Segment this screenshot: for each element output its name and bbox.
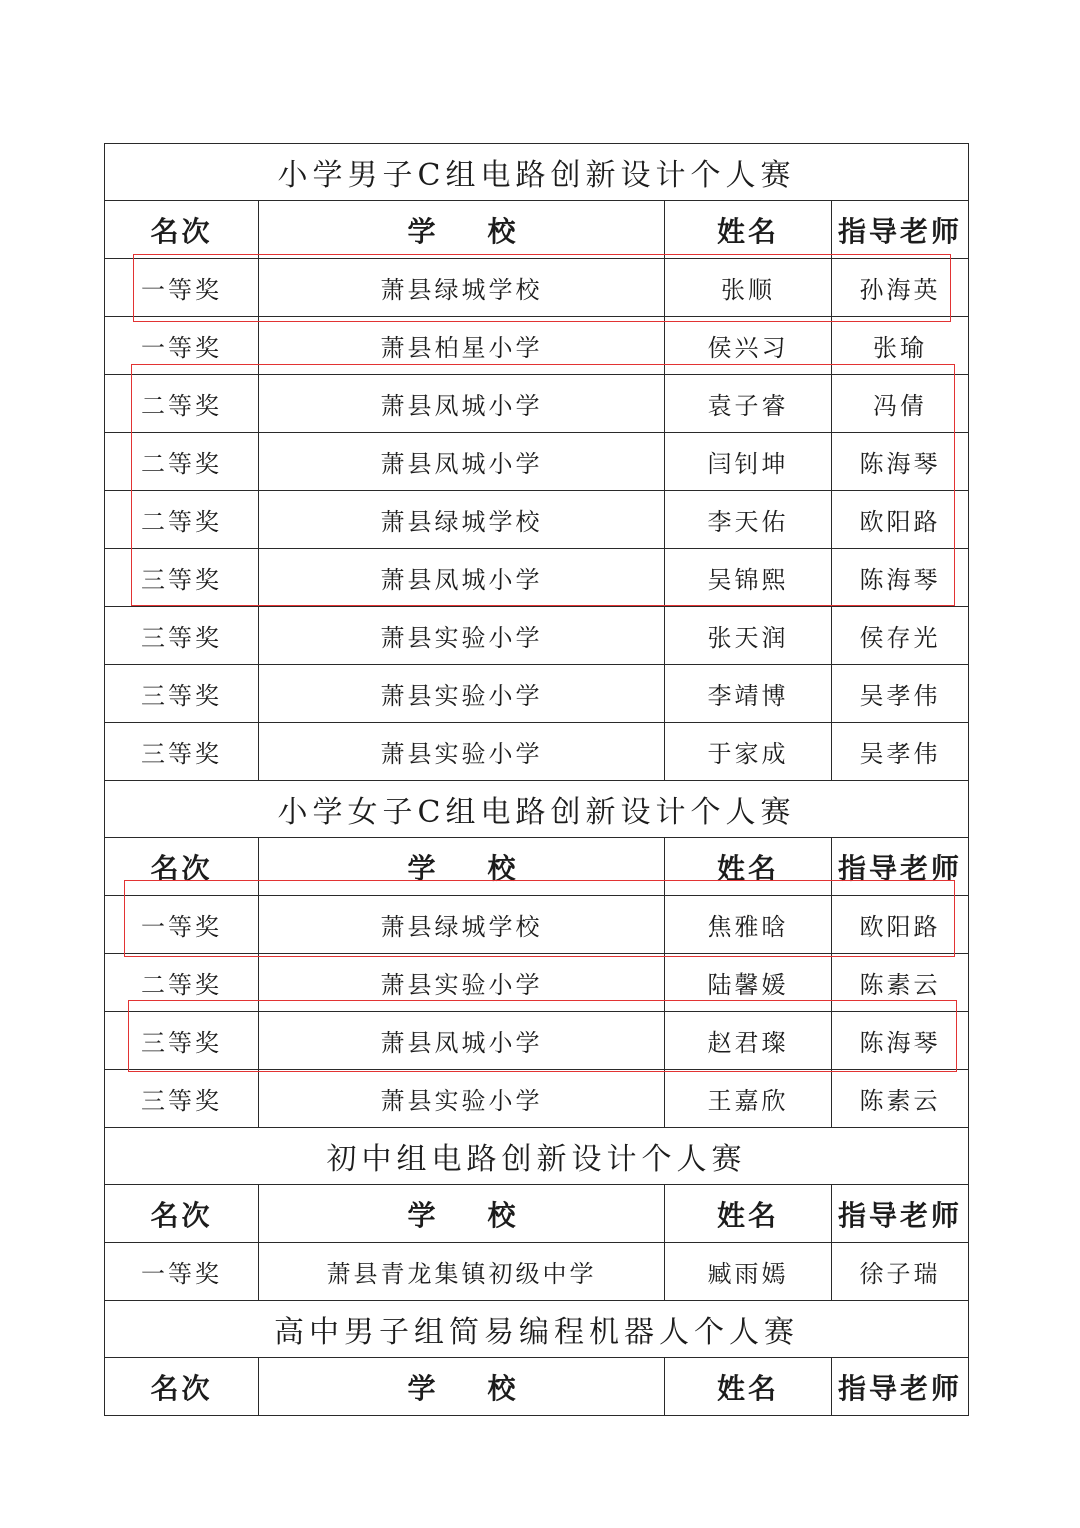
- section-title-row: [105, 144, 969, 201]
- cell-rank: 二等奖: [105, 954, 259, 1012]
- header-name: 姓名: [665, 201, 832, 259]
- section-title: 高中男子组简易编程机器人个人赛: [105, 1301, 969, 1358]
- cell-school: 萧县绿城学校: [259, 491, 665, 549]
- column-header-row: [105, 1185, 969, 1243]
- header-name: 姓名: [665, 1358, 832, 1416]
- cell-school: 萧县实验小学: [259, 954, 665, 1012]
- column-header-row: [105, 1358, 969, 1416]
- cell-name: 吴锦熙: [665, 549, 832, 607]
- table-row: [105, 433, 969, 491]
- header-rank: 名次: [105, 1185, 259, 1243]
- table-row: [105, 1243, 969, 1301]
- cell-teacher: 陈素云: [832, 1070, 969, 1128]
- cell-school: 萧县凤城小学: [259, 433, 665, 491]
- header-name: 姓名: [665, 838, 832, 896]
- cell-name: 臧雨嫣: [665, 1243, 832, 1301]
- cell-teacher: 吴孝伟: [832, 723, 969, 781]
- cell-name: 袁子睿: [665, 375, 832, 433]
- cell-school: 萧县柏星小学: [259, 317, 665, 375]
- cell-school: 萧县绿城学校: [259, 259, 665, 317]
- cell-name: 王嘉欣: [665, 1070, 832, 1128]
- table-row: [105, 259, 969, 317]
- header-rank: 名次: [105, 201, 259, 259]
- cell-school: 萧县青龙集镇初级中学: [259, 1243, 665, 1301]
- column-header-row: [105, 201, 969, 259]
- cell-school: 萧县凤城小学: [259, 1012, 665, 1070]
- cell-teacher: 陈海琴: [832, 433, 969, 491]
- cell-teacher: 徐子瑞: [832, 1243, 969, 1301]
- cell-rank: 三等奖: [105, 1012, 259, 1070]
- cell-school: 萧县实验小学: [259, 607, 665, 665]
- cell-rank: 三等奖: [105, 607, 259, 665]
- cell-teacher: 陈海琴: [832, 549, 969, 607]
- cell-rank: 二等奖: [105, 433, 259, 491]
- cell-rank: 三等奖: [105, 1070, 259, 1128]
- cell-rank: 三等奖: [105, 723, 259, 781]
- section-title: 小学女子C组电路创新设计个人赛: [105, 781, 969, 838]
- cell-teacher: 张瑜: [832, 317, 969, 375]
- cell-name: 闫钊坤: [665, 433, 832, 491]
- header-school: 学校: [259, 838, 665, 896]
- cell-rank: 一等奖: [105, 259, 259, 317]
- cell-rank: 一等奖: [105, 317, 259, 375]
- table-row: [105, 954, 969, 1012]
- cell-name: 焦雅晗: [665, 896, 832, 954]
- cell-school: 萧县凤城小学: [259, 549, 665, 607]
- cell-teacher: 陈素云: [832, 954, 969, 1012]
- cell-school: 萧县凤城小学: [259, 375, 665, 433]
- column-header-row: [105, 838, 969, 896]
- cell-name: 于家成: [665, 723, 832, 781]
- cell-teacher: 吴孝伟: [832, 665, 969, 723]
- table-row: [105, 607, 969, 665]
- section-title-row: [105, 1128, 969, 1185]
- table-row: [105, 896, 969, 954]
- section-title-row: [105, 1301, 969, 1358]
- cell-rank: 二等奖: [105, 491, 259, 549]
- table-row: [105, 491, 969, 549]
- table-row: [105, 723, 969, 781]
- table-row: [105, 1012, 969, 1070]
- cell-teacher: 冯倩: [832, 375, 969, 433]
- cell-name: 张顺: [665, 259, 832, 317]
- cell-teacher: 欧阳路: [832, 896, 969, 954]
- cell-name: 李靖博: [665, 665, 832, 723]
- cell-school: 萧县绿城学校: [259, 896, 665, 954]
- header-school: 学校: [259, 1185, 665, 1243]
- cell-rank: 二等奖: [105, 375, 259, 433]
- cell-teacher: 陈海琴: [832, 1012, 969, 1070]
- section-title-row: [105, 781, 969, 838]
- awards-table: [104, 143, 969, 1416]
- cell-rank: 一等奖: [105, 896, 259, 954]
- cell-rank: 三等奖: [105, 665, 259, 723]
- cell-name: 陆馨媛: [665, 954, 832, 1012]
- header-teacher: 指导老师: [832, 1358, 969, 1416]
- table-row: [105, 317, 969, 375]
- header-name: 姓名: [665, 1185, 832, 1243]
- awards-sheet: [104, 143, 968, 1407]
- table-row: [105, 549, 969, 607]
- cell-teacher: 欧阳路: [832, 491, 969, 549]
- section-title: 小学男子C组电路创新设计个人赛: [105, 144, 969, 201]
- cell-teacher: 侯存光: [832, 607, 969, 665]
- table-row: [105, 375, 969, 433]
- cell-rank: 一等奖: [105, 1243, 259, 1301]
- table-row: [105, 665, 969, 723]
- cell-school: 萧县实验小学: [259, 1070, 665, 1128]
- header-teacher: 指导老师: [832, 1185, 969, 1243]
- cell-school: 萧县实验小学: [259, 723, 665, 781]
- header-rank: 名次: [105, 838, 259, 896]
- cell-school: 萧县实验小学: [259, 665, 665, 723]
- cell-name: 李天佑: [665, 491, 832, 549]
- cell-name: 侯兴习: [665, 317, 832, 375]
- header-teacher: 指导老师: [832, 201, 969, 259]
- cell-teacher: 孙海英: [832, 259, 969, 317]
- header-school: 学校: [259, 201, 665, 259]
- cell-name: 张天润: [665, 607, 832, 665]
- header-school: 学校: [259, 1358, 665, 1416]
- header-rank: 名次: [105, 1358, 259, 1416]
- header-teacher: 指导老师: [832, 838, 969, 896]
- table-row: [105, 1070, 969, 1128]
- section-title: 初中组电路创新设计个人赛: [105, 1128, 969, 1185]
- cell-name: 赵君璨: [665, 1012, 832, 1070]
- cell-rank: 三等奖: [105, 549, 259, 607]
